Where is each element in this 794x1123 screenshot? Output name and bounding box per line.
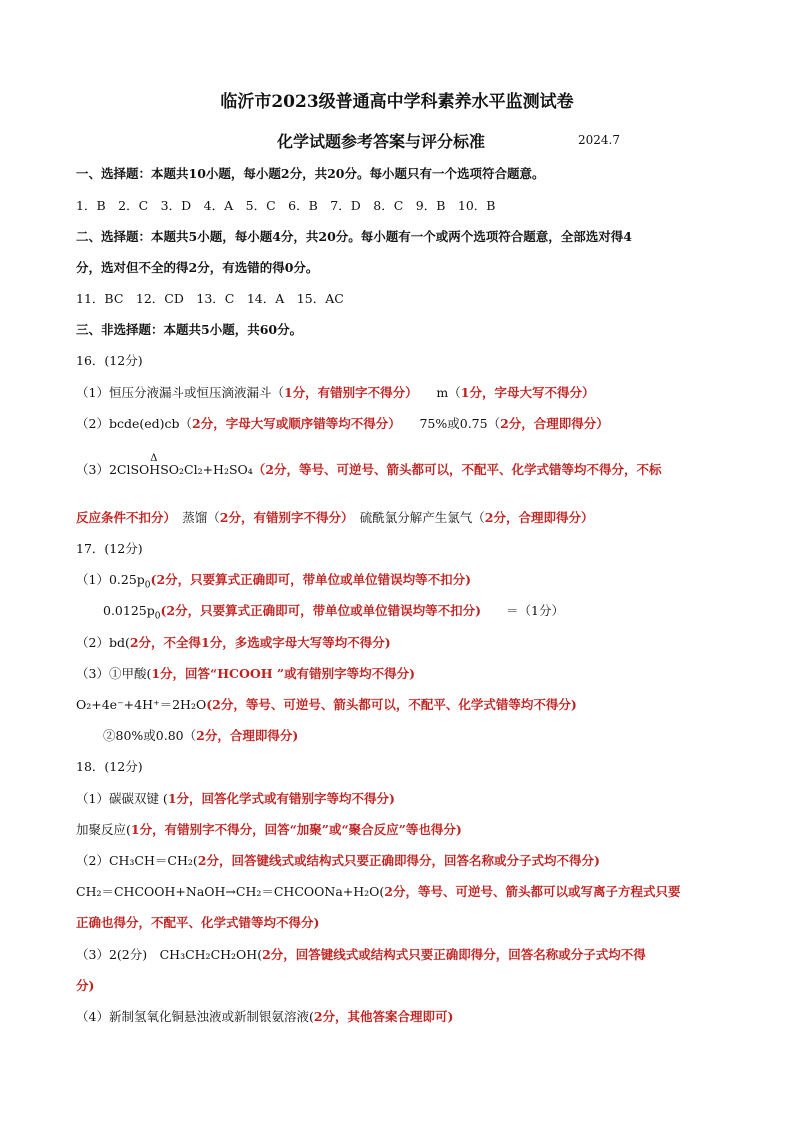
section1-heading: 一、选择题：本题共10小题，每小题2分，共20分。每小题只有一个选项符合题意。	[76, 166, 545, 181]
q17-part3-equation	[76, 696, 577, 714]
q16-p2-note: 2分，字母大写或顺序错等均不得分）	[192, 416, 395, 431]
q16-p2-answer-b: 75%或0.75（	[394, 416, 501, 431]
q18-p1-note: 1分，回答化学式或有错别字等均不得分)	[167, 791, 395, 806]
section2-answers: 11．BC 12．CD 13．C 14．A 15．AC	[76, 291, 344, 306]
q16-p3-reactant: （3）2ClSO	[76, 462, 150, 477]
q16-p3-note: （2分，等号、可逆号、箭头都可以，不配平、化学式错等均不得分，不标	[252, 462, 662, 477]
q18-p2-note-b-cont: 正确也得分，不配平、化学式错等均不得分)	[76, 915, 320, 930]
q16-part3-cont	[76, 509, 593, 527]
q16-p3-note-cont: 反应条件不扣分）	[76, 510, 170, 525]
q17-p2-note: 2分，不全得1分，多选或字母大写等均不得分)	[129, 635, 391, 650]
q18-p3-note: 2分，回答键线式或结构式只要正确即得分，回答名称或分子式均不得	[262, 947, 646, 962]
q17-p1-answer-c: ＝（1分）	[481, 603, 564, 618]
q18-part3	[76, 946, 646, 964]
q18-p1-answer-b: 加聚反应(	[76, 822, 131, 837]
q18-label: 18．(12分)	[76, 759, 143, 774]
q16-p3-answer-b: 蒸馏（	[169, 510, 220, 525]
q16-p3-condition: Δ H	[149, 461, 160, 479]
heat-delta-symbol: Δ	[150, 453, 158, 464]
q17-part1: $(1)0.25p_0(2$分，只要算式正确即可，带单位或单位错误均等不扣分)	[76, 572, 472, 591]
q17-p3-eq-note: (2分，等号、可逆号、箭头都可以，不配平、化学式错等均不得分)	[206, 697, 577, 712]
q18-p1-answer: （1）碳碳双键 (	[76, 791, 168, 806]
q18-p2-answer: （2）CH₃CH＝CH₂(	[76, 853, 198, 868]
q18-part2	[76, 852, 600, 870]
q16-p1-answer-b: m（	[411, 385, 461, 400]
q18-part2-b	[76, 883, 681, 901]
q17-p3-answer: （3）①甲酸(	[76, 666, 152, 681]
document-date: 2024.7	[578, 133, 620, 147]
q16-p2-answer: （2）bcde(ed)cb（	[76, 416, 193, 431]
q17-p2-answer: （2）bd(	[76, 635, 130, 650]
q17-p1-note-b: (2分，只要算式正确即可，带单位或单位错误均等不扣分)	[160, 603, 482, 618]
q17-label: 17．(12分)	[76, 541, 143, 556]
q18-p3-note-cont: 分)	[76, 978, 95, 993]
section3-heading: 三、非选择题：本题共5小题，共60分。	[76, 322, 303, 337]
q16-part1	[76, 384, 594, 402]
q16-p3-note-c: 2分，合理即得分）	[484, 510, 594, 525]
q18-p4-note: 2分，其他答案合理即可)	[313, 1009, 454, 1024]
q17-part3-b	[103, 727, 298, 745]
q18-p1-note-b: 1分，有错别字不得分，回答“加聚”或“聚合反应”等也得分)	[130, 822, 462, 837]
q17-part2	[76, 634, 391, 652]
q18-p2-note: 2分，回答键线式或结构式只要正确即得分，回答名称或分子式均不得分)	[197, 853, 600, 868]
document-subtitle: 化学试题参考答案与评分标准	[277, 132, 486, 151]
q18-p3-answer: （3）2(2分) CH₃CH₂CH₂OH(	[76, 947, 263, 962]
q18-part2-b-cont	[76, 914, 319, 932]
section2-heading-line1: 二、选择题：本题共5小题，每小题4分，共20分。每小题有一个或两个选项符合题意，全部选对得4	[76, 229, 632, 244]
q17-p3-note-b: 2分，合理即得分)	[196, 728, 299, 743]
q17-p3-note: 1分，回答“HCOOH ”或有错别字等均不得分)	[151, 666, 416, 681]
q18-p4-answer: （4）新制氢氧化铜悬浊液或新制银氨溶液(	[76, 1009, 314, 1024]
q18-part4	[76, 1008, 453, 1026]
q17-part3	[76, 665, 415, 683]
section1-answers: 1．B 2．C 3．D 4．A 5．C 6．B 7．D 8．C 9．B 10．B	[76, 198, 496, 213]
q16-p3-answer-c: 硫酰氯分解产生氯气（	[347, 510, 485, 525]
q16-part3	[76, 453, 662, 479]
q16-p1-answer: （1）恒压分液漏斗或恒压滴液漏斗（	[76, 385, 284, 400]
q18-part1-b	[76, 821, 462, 839]
q16-label: 16．(12分)	[76, 353, 143, 368]
q18-part1	[76, 790, 395, 808]
q17-part1-b: $0.0125p_0(2$分，只要算式正确即可，带单位或单位错误均等不扣分) ＝（1分）	[103, 603, 564, 622]
q17-p3-answer-b: ②80%或0.80（	[103, 728, 197, 743]
q16-p3-note-b: 2分，有错别字不得分）	[219, 510, 348, 525]
q16-p1-note: 1分，有错别字不得分）	[283, 385, 412, 400]
q17-p1-answer-b: 0.0125p	[103, 603, 155, 618]
q16-p3-products: SO₂Cl₂+H₂SO₄	[160, 462, 253, 477]
section2-heading-line2: 分，选对但不全的得2分，有选错的得0分。	[76, 260, 319, 275]
q18-p2-answer-b: CH₂＝CHCOOH+NaOH→CH₂＝CHCOONa+H₂O(	[76, 884, 385, 899]
q17-p3-eq: O₂+4e⁻+4H⁺＝2H₂O	[76, 697, 207, 712]
q17-p1-answer: （1）0.25p	[76, 572, 145, 587]
q16-p1-note-b: 1分，字母大写不得分）	[460, 385, 595, 400]
q17-p1-note: (2分，只要算式正确即可，带单位或单位错误均等不扣分)	[150, 572, 472, 587]
q18-p2-note-b: 2分，等号、可逆号、箭头都可以或写离子方程式只要	[384, 884, 681, 899]
q18-part3-cont	[76, 977, 94, 995]
document-title: 临沂市2023级普通高中学科素养水平监测试卷	[220, 92, 574, 112]
q16-p2-note-b: 2分，合理即得分）	[500, 416, 609, 431]
q16-part2	[76, 415, 609, 433]
